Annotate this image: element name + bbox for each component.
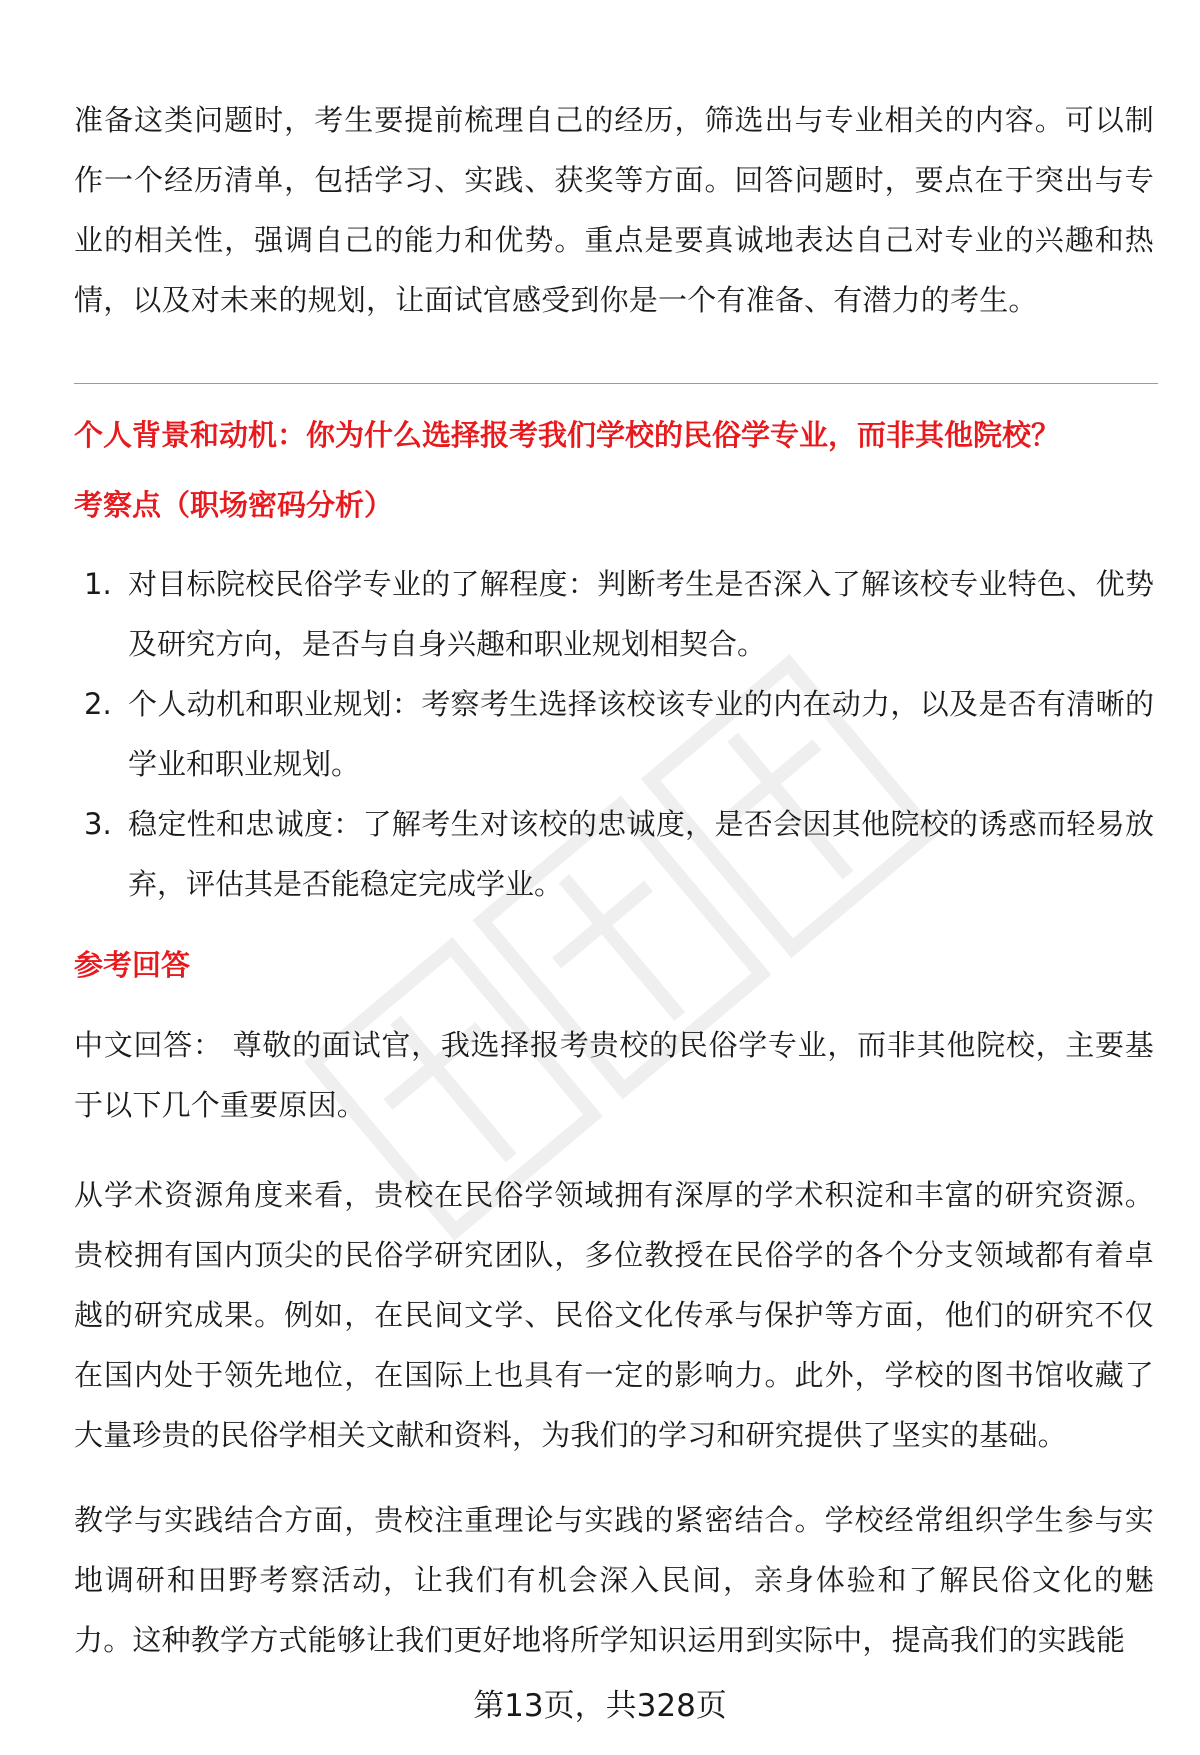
answer-heading: 参考回答 bbox=[74, 948, 191, 982]
section-divider bbox=[74, 383, 1158, 384]
intro-paragraph: 准备这类问题时，考生要提前梳理自己的经历，筛选出与专业相关的内容。可以制作一个经历清单，包括学习、实践、获奖等方面。回答问题时，要点在于突出与专业的相关性，强调自己的能力和优势。重点是要真诚地表达自己对专业的兴趣和热情，以及对未来的规划，让面试官感受到你是一个有准备、有潜力的考生。 bbox=[74, 103, 1154, 317]
list-item-number: 2. bbox=[84, 687, 112, 721]
list-item bbox=[74, 554, 1154, 674]
list-item-text: 对目标院校民俗学专业的了解程度：判断考生是否深入了解该校专业特色、优势及研究方向，是否与自身兴趣和职业规划相契合。 bbox=[128, 567, 1154, 661]
page-number: 第13页，共328页 bbox=[473, 1688, 727, 1724]
list-item-text: 个人动机和职业规划：考察考生选择该校该专业的内在动力，以及是否有清晰的学业和职业规划。 bbox=[128, 687, 1154, 781]
list-item bbox=[74, 794, 1154, 914]
practice-paragraph: 教学与实践结合方面，贵校注重理论与实践的紧密结合。学校经常组织学生参与实地调研和田野考察活动，让我们有机会深入民间，亲身体验和了解民俗文化的魅力。这种教学方式能够让我们更好地将所学知识运用到实际中，提高我们的实践能 bbox=[74, 1503, 1154, 1657]
question-heading: 个人背景和动机：你为什么选择报考我们学校的民俗学专业，而非其他院校？ bbox=[74, 418, 1061, 452]
academic-paragraph: 从学术资源角度来看，贵校在民俗学领域拥有深厚的学术积淀和丰富的研究资源。贵校拥有国内顶尖的民俗学研究团队，多位教授在民俗学的各个分支领域都有着卓越的研究成果。例如，在民间文学、民俗文化传承与保护等方面，他们的研究不仅在国内处于领先地位，在国际上也具有一定的影响力。此外，学校的图书馆收藏了大量珍贵的民俗学相关文献和资料，为我们的学习和研究提供了坚实的基础。 bbox=[74, 1178, 1154, 1452]
focus-heading: 考察点（职场密码分析） bbox=[74, 488, 394, 522]
list-item-text: 稳定性和忠诚度：了解考生对该校的忠诚度，是否会因其他院校的诱惑而轻易放弃，评估其是否能稳定完成学业。 bbox=[128, 807, 1154, 901]
list-item bbox=[74, 674, 1154, 794]
answer-opening-paragraph: 中文回答： 尊敬的面试官，我选择报考贵校的民俗学专业，而非其他院校，主要基于以下几个重要原因。 bbox=[74, 1028, 1154, 1122]
focus-list bbox=[74, 554, 1154, 914]
list-item-number: 3. bbox=[84, 807, 112, 841]
list-item-number: 1. bbox=[84, 567, 112, 601]
